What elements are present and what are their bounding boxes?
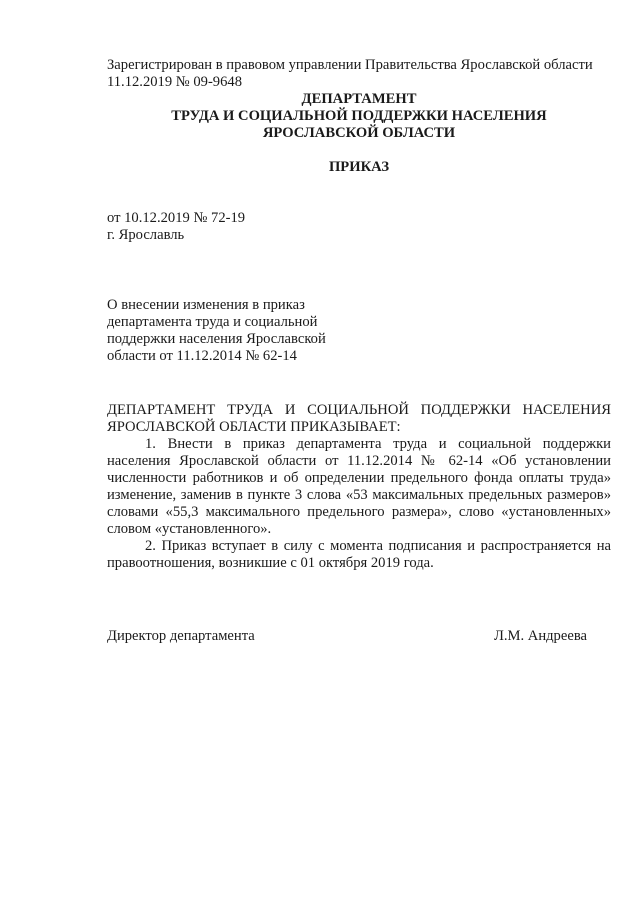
subject-line-2: департамента труда и социальной: [107, 314, 318, 330]
subject-line-3: поддержки населения Ярославской: [107, 331, 326, 347]
subject-line-1: О внесении изменения в приказ: [107, 297, 305, 313]
document-type: [107, 159, 611, 176]
department-header: [107, 91, 611, 142]
document-meta: [107, 210, 611, 244]
subject-line-4: области от 11.12.2014 № 62-14: [107, 348, 297, 364]
order-item-2: 2. Приказ вступает в силу с момента подписания и распространяется на правоотношения, возникшие с 01 октября 2019 года.: [107, 538, 611, 571]
document-subject: [107, 297, 611, 365]
date-number: от 10.12.2019 № 72-19: [107, 210, 246, 226]
signatory-position: Директор департамента: [107, 628, 255, 644]
registration-line-1: Зарегистрирован в правовом управлении Правительства Ярославской области: [107, 57, 593, 73]
doc-type-title: ПРИКАЗ: [328, 159, 390, 175]
signatory-name: Л.М. Андреева: [493, 628, 587, 644]
document-body: [107, 402, 611, 572]
header-line-2: ТРУДА И СОЦИАЛЬНОЙ ПОДДЕРЖКИ НАСЕЛЕНИЯ: [171, 108, 547, 124]
city: г. Ярославль: [107, 227, 185, 243]
order-item-1: 1. Внести в приказ департамента труда и социальной поддержки населения Ярославской области от 11.12.2014 № 62-14 «Об установлении численности работников и об определении предельного фонда оплаты труда» изменение, заменив в пункте 3 слова «53 максимальных предельных размеров» словами «55,3 максимального предельного размера», слово «установленных» словом «установленного».: [107, 436, 611, 537]
registration-line-2: 11.12.2019 № 09-9648: [107, 74, 242, 90]
preamble-line-2: ЯРОСЛАВСКОЙ ОБЛАСТИ ПРИКАЗЫВАЕТ:: [107, 419, 401, 435]
signature-block: [107, 628, 587, 645]
registration-note: [107, 57, 611, 91]
header-line-1: ДЕПАРТАМЕНТ: [301, 91, 417, 107]
preamble-line-1: ДЕПАРТАМЕНТ ТРУДА И СОЦИАЛЬНОЙ ПОДДЕРЖКИ НАСЕЛЕНИЯ: [107, 402, 611, 418]
header-line-3: ЯРОСЛАВСКОЙ ОБЛАСТИ: [262, 125, 456, 141]
